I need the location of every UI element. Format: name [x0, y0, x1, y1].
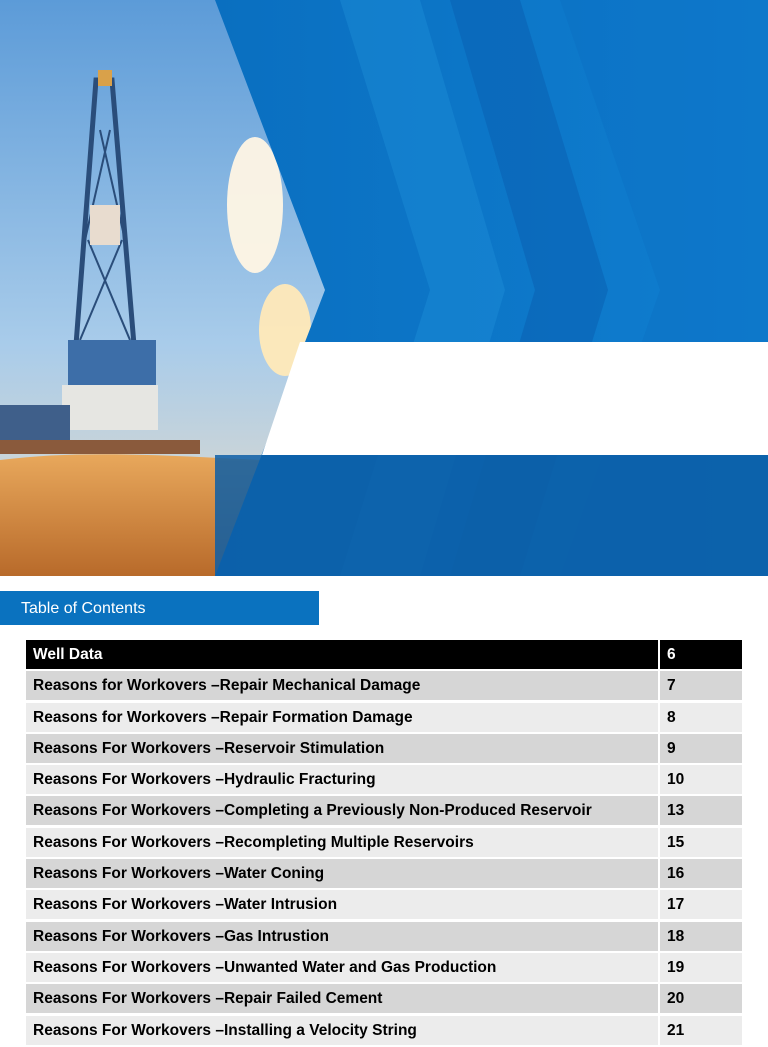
toc-row[interactable]: [26, 984, 742, 1013]
toc-row[interactable]: [26, 922, 742, 951]
toc-row[interactable]: [26, 859, 742, 888]
toc-row[interactable]: [26, 890, 742, 919]
toc-banner: [0, 591, 319, 625]
toc-row[interactable]: [26, 1016, 742, 1045]
toc-entry-page: 15: [660, 828, 742, 857]
toc-entry-title: Reasons For Workovers –Reservoir Stimulation: [26, 734, 658, 763]
toc-entry-title: Reasons for Workovers –Repair Mechanical Damage: [26, 671, 658, 700]
toc-entry-title: Reasons For Workovers –Installing a Velocity String: [26, 1016, 658, 1045]
toc-entry-page: 13: [660, 796, 742, 825]
toc-entry-page: 8: [660, 703, 742, 732]
toc-entry-page: 21: [660, 1016, 742, 1045]
toc-entry-page: 18: [660, 922, 742, 951]
toc-row[interactable]: [26, 734, 742, 763]
toc-heading: Table of Contents: [21, 600, 146, 617]
toc-entry-page: 16: [660, 859, 742, 888]
toc-entry-page: 20: [660, 984, 742, 1013]
toc-entry-title: Well Data: [26, 640, 658, 669]
toc-row[interactable]: [26, 765, 742, 794]
toc-entry-title: Reasons For Workovers –Completing a Previously Non-Produced Reservoir: [26, 796, 658, 825]
toc-entry-page: 19: [660, 953, 742, 982]
toc-entry-title: Reasons For Workovers –Water Coning: [26, 859, 658, 888]
toc-entry-page: 17: [660, 890, 742, 919]
toc-entry-title: Reasons For Workovers –Water Intrusion: [26, 890, 658, 919]
toc-row[interactable]: [26, 828, 742, 857]
toc-entry-title: Reasons for Workovers –Repair Formation Damage: [26, 703, 658, 732]
toc-row[interactable]: [26, 796, 742, 825]
toc-entry-title: Reasons For Workovers –Unwanted Water and Gas Production: [26, 953, 658, 982]
toc-entry-title: Reasons For Workovers –Repair Failed Cement: [26, 984, 658, 1013]
toc-row[interactable]: [26, 953, 742, 982]
toc-entry-page: 6: [660, 640, 742, 669]
toc-entry-page: 9: [660, 734, 742, 763]
toc-row[interactable]: [26, 703, 742, 732]
toc-row[interactable]: [26, 671, 742, 700]
toc-entry-title: Reasons For Workovers –Hydraulic Fracturing: [26, 765, 658, 794]
toc-entry-title: Reasons For Workovers –Gas Intrustion: [26, 922, 658, 951]
toc-entry-title: Reasons For Workovers –Recompleting Multiple Reservoirs: [26, 828, 658, 857]
toc-entry-page: 10: [660, 765, 742, 794]
toc-entry-page: 7: [660, 671, 742, 700]
flare: [227, 137, 283, 273]
toc-table: [26, 640, 742, 1047]
bottom-band: [215, 455, 768, 576]
title-band: [262, 342, 768, 455]
toc-header-row[interactable]: [26, 640, 742, 669]
